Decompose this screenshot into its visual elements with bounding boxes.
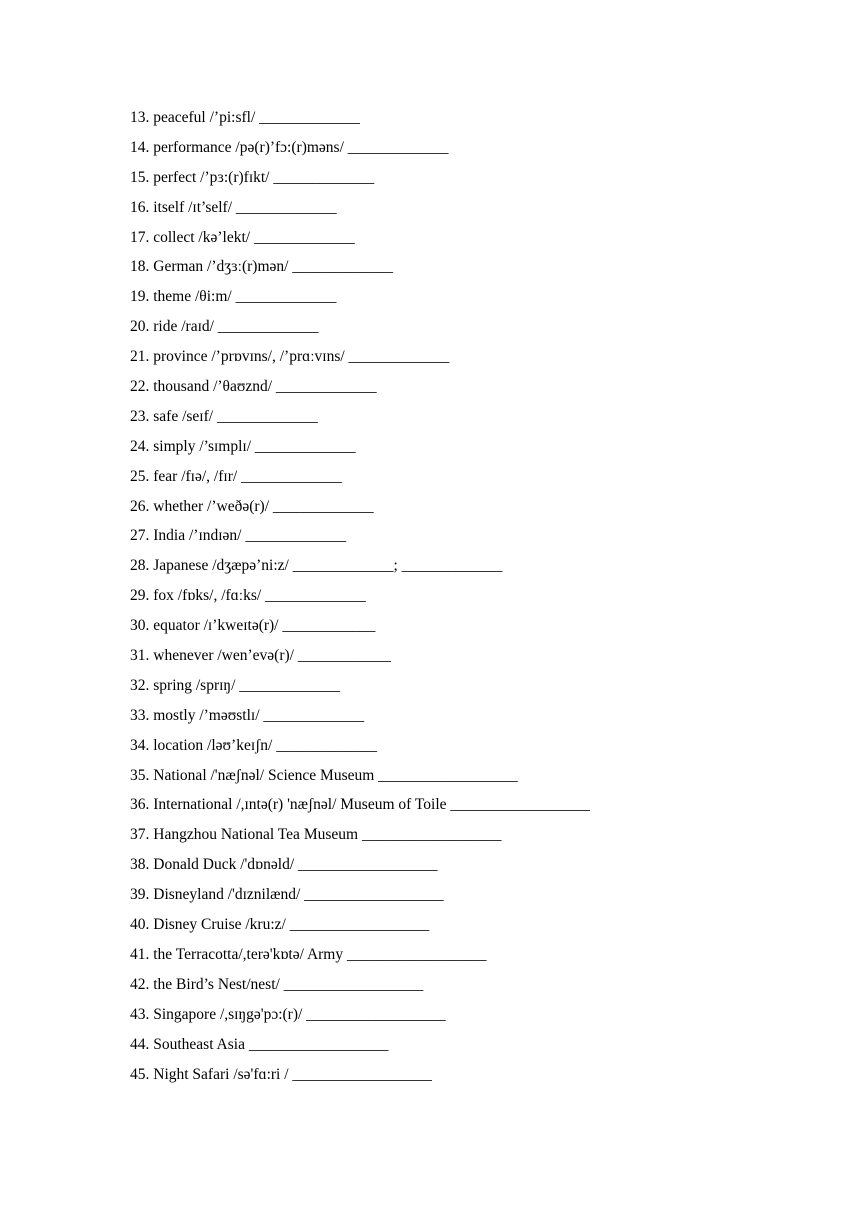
vocab-item: 44. Southeast Asia __________________ — [130, 1035, 389, 1053]
vocabulary-list — [130, 103, 830, 1089]
vocab-item: 38. Donald Duck /'dɒnəld/ __________________ — [130, 856, 438, 874]
vocab-item: 20. ride /raɪd/ _____________ — [130, 318, 319, 336]
vocab-item: 43. Singapore /,sɪŋgə'pɔ:(r)/ __________________ — [130, 1005, 446, 1023]
vocab-item: 33. mostly /’məʊstlɪ/ _____________ — [130, 706, 365, 724]
vocab-item: 21. province /’prɒvɪns/, /’prɑːvɪns/ _____________ — [130, 348, 450, 366]
vocab-item: 23. safe /seɪf/ _____________ — [130, 407, 318, 425]
vocab-item: 34. location /ləʊ’keɪʃn/ _____________ — [130, 736, 377, 754]
vocab-item: 16. itself /ɪt’self/ _____________ — [130, 198, 337, 216]
vocab-item: 22. thousand /’θaʊznd/ _____________ — [130, 378, 377, 396]
vocab-item: 42. the Bird’s Nest/nest/ __________________ — [130, 975, 424, 993]
vocab-item: 30. equator /ɪ’kweɪtə(r)/ ____________ — [130, 617, 376, 635]
vocab-item: 25. fear /fɪə/, /fɪr/ _____________ — [130, 467, 342, 485]
vocab-item: 27. India /’ɪndɪən/ _____________ — [130, 527, 347, 545]
vocab-item: 14. performance /pə(r)’fɔ:(r)məns/ _____________ — [130, 138, 449, 156]
vocab-item: 39. Disneyland /'dɪznilænd/ __________________ — [130, 886, 444, 904]
vocab-item: 17. collect /kə’lekt/ _____________ — [130, 228, 355, 246]
vocab-item: 37. Hangzhou National Tea Museum __________________ — [130, 826, 502, 844]
vocab-item: 19. theme /θi:m/ _____________ — [130, 288, 337, 306]
vocab-item: 35. National /'næʃnəl/ Science Museum __________________ — [130, 766, 518, 784]
vocab-item: 31. whenever /wen’evə(r)/ ____________ — [130, 647, 391, 665]
vocab-item: 40. Disney Cruise /kru:z/ __________________ — [130, 916, 430, 934]
vocab-item: 36. International /,ɪntə(r) 'næʃnəl/ Museum of Toile __________________ — [130, 796, 590, 814]
vocab-item: 28. Japanese /dʒæpə’ni:z/ _____________; _____________ — [130, 557, 503, 575]
vocab-item: 41. the Terracotta/,terə'kɒtə/ Army __________________ — [130, 945, 487, 963]
vocab-item: 13. peaceful /’pi:sfl/ _____________ — [130, 109, 360, 126]
vocab-item: 26. whether /’weðə(r)/ _____________ — [130, 497, 374, 515]
vocab-item: 15. perfect /’pɜ:(r)fɪkt/ _____________ — [130, 168, 375, 186]
vocab-item: 32. spring /sprɪŋ/ _____________ — [130, 676, 341, 694]
vocab-item: 45. Night Safari /sə'fɑ:ri / __________________ — [130, 1065, 432, 1083]
vocab-item: 18. German /’dʒɜː(r)mən/ _____________ — [130, 258, 394, 276]
vocab-item: 29. fox /fɒks/, /fɑːks/ _____________ — [130, 587, 366, 605]
vocab-item: 24. simply /’sɪmplɪ/ _____________ — [130, 437, 356, 455]
